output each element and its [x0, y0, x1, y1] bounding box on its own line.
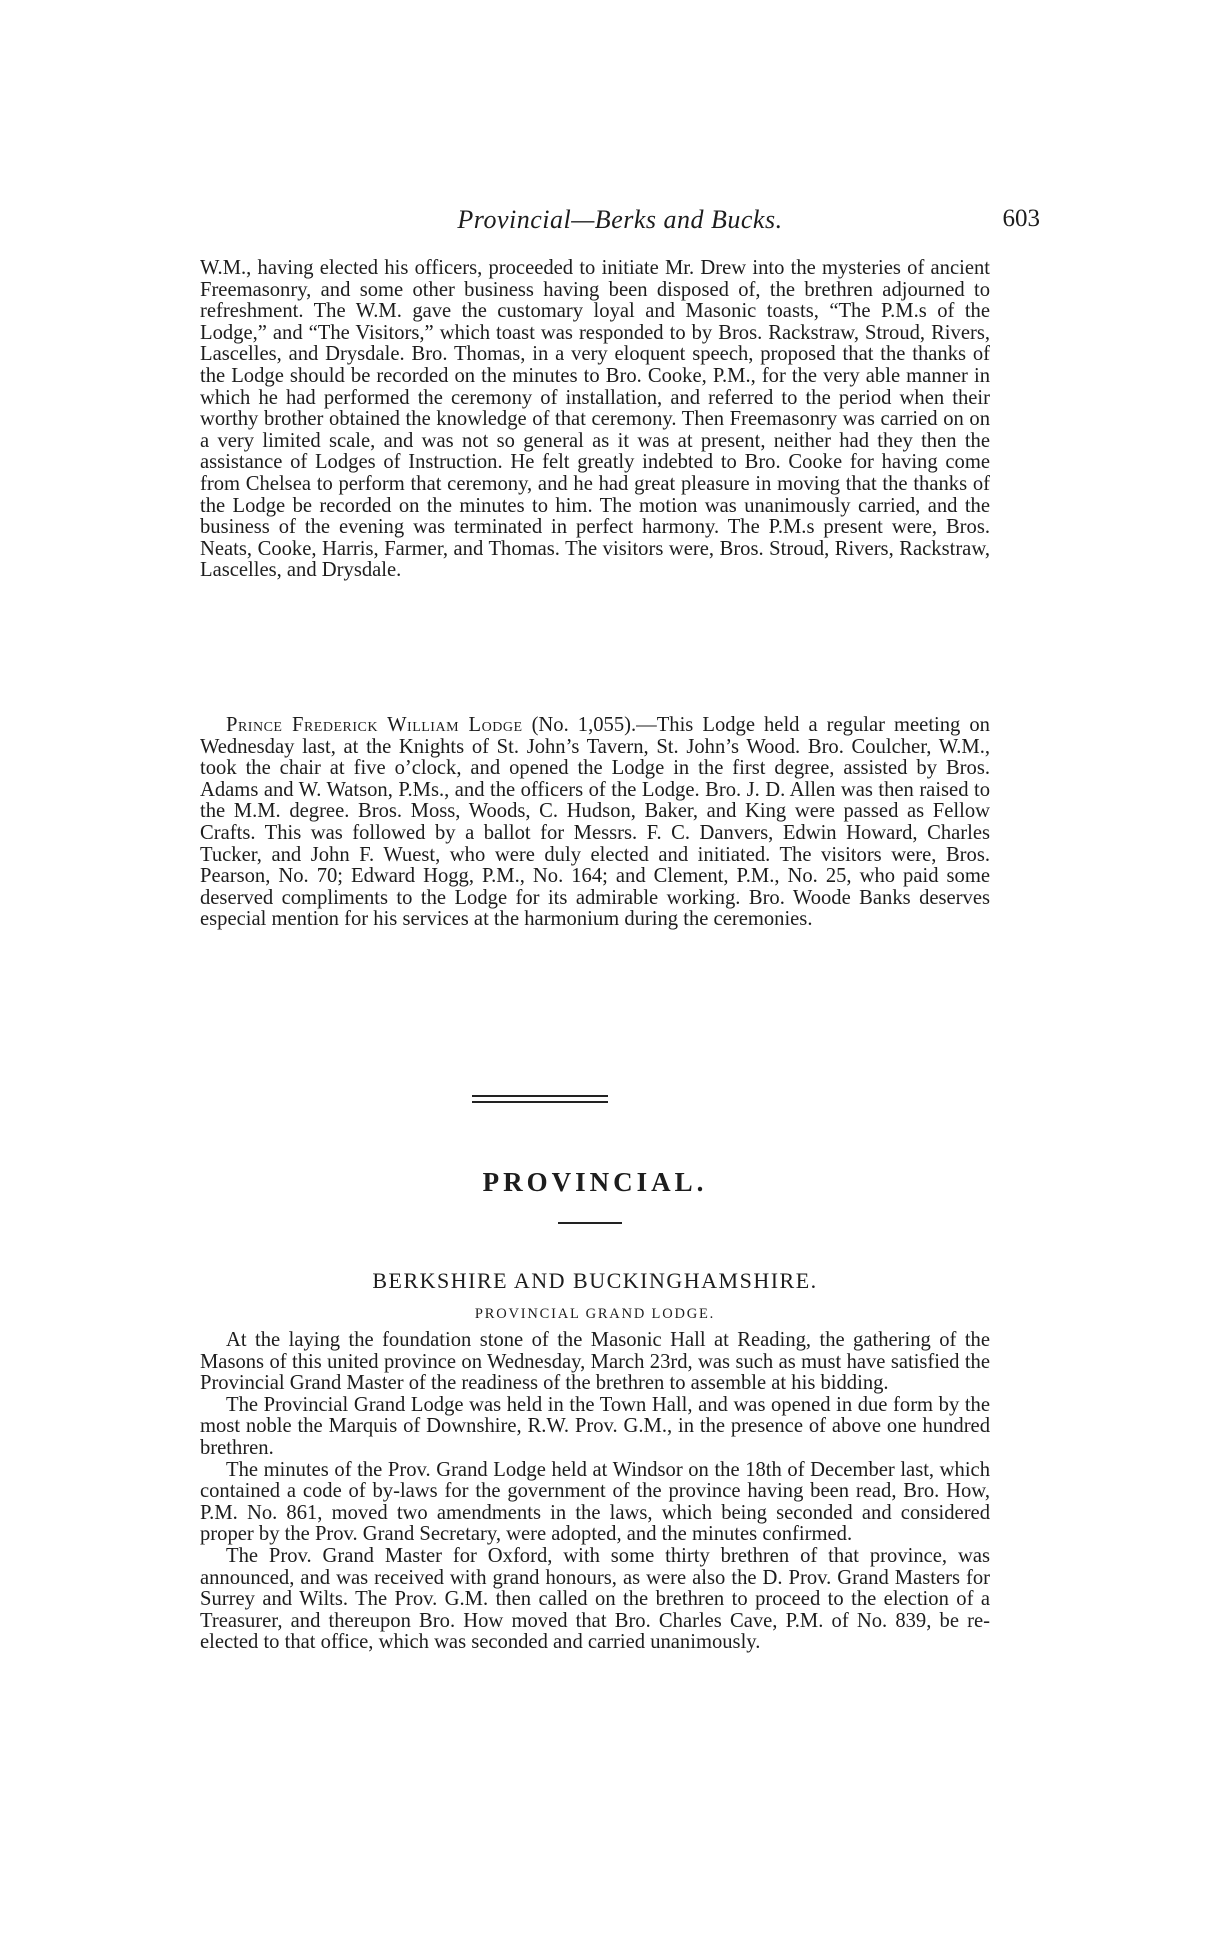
- section-heading: PROVINCIAL.: [482, 1167, 708, 1197]
- lodge-report-paragraph-2: [200, 715, 990, 931]
- lodge-name: Prince Frederick William Lodge: [226, 714, 523, 736]
- provincial-paragraph-3: The minutes of the Prov. Grand Lodge held at Windsor on the 18th of December last, which contained a code of by-laws for the government of the province having been read, Bro. How, P.M. No. 861, moved two amendments in the laws, which being seconded and considered proper by the Prov. Grand Secretary, were adopted, and the minutes confirmed.: [200, 1458, 990, 1546]
- provincial-paragraph-4: The Prov. Grand Master for Oxford, with some thirty brethren of that province, was announced, and was received with grand honours, as were also the D. Prov. Grand Masters for Surrey and Wilts. The Prov. G.M. then called on the brethren to proceed to the election of a Treasurer, and thereupon Bro. How moved that Bro. Charles Cave, P.M. of No. 839, be re-elected to that office, which was seconded and carried unanimously.: [200, 1544, 990, 1654]
- section-divider: [472, 1095, 608, 1103]
- provincial-paragraph-1: At the laying the foundation stone of the Masonic Hall at Reading, the gathering of the Masons of this united province on Wednesday, March 23rd, was such as must have satisfied the Provincial Grand Master of the readiness of the brethren to assemble at his bidding.: [200, 1329, 990, 1395]
- paragraph-text: (No. 1,055).—This Lodge held a regular meeting on Wednesday last, at the Knights of St. John’s Tavern, St. John’s Wood. Bro. Coulcher, W.M., took the chair at five o’clock, and opened the Lodge in the first degree, assisted by Bros. Adams and W. Watson, P.Ms., and the officers of the Lodge. Bro. J. D. Allen was then raised to the M.M. degree. Bros. Moss, Woods, C. Hudson, Baker, and King were passed as Fellow Crafts. This was followed by a ballot for Messrs. F. C. Danvers, Edwin Howard, Charles Tucker, and John F. Wuest, who were duly elected and initiated. The visitors were, Bros. Pearson, No. 70; Edward Hogg, P.M., No. 164; and Clement, P.M., No. 25, who paid some deserved compliments to the Lodge for its admirable working. Bro. Woode Banks deserves especial mention for his services at the harmonium during the ceremonies.: [200, 714, 990, 931]
- provincial-body: [200, 1330, 990, 1654]
- running-head: [200, 205, 1040, 239]
- region-heading: BERKSHIRE AND BUCKINGHAMSHIRE.: [372, 1268, 818, 1293]
- lodge-report-paragraph-1: [200, 258, 990, 582]
- sub-heading: PROVINCIAL GRAND LODGE.: [474, 1306, 716, 1322]
- provincial-paragraph-2: The Provincial Grand Lodge was held in the Town Hall, and was opened in due form by the most noble the Marquis of Downshire, R.W. Prov. G.M., in the presence of above one hundred brethren.: [200, 1393, 990, 1459]
- paragraph-text: W.M., having elected his officers, proceeded to initiate Mr. Drew into the mysteries of ancient Freemasonry, and some other business having been disposed of, the brethren adjourned to refreshment. The W.M. gave the customary loyal and Masonic toasts, “The P.M.s of the Lodge,” and “The Visitors,” which toast was responded to by Bros. Rackstraw, Stroud, Rivers, Lascelles, and Drysdale. Bro. Thomas, in a very eloquent speech, proposed that the thanks of the Lodge should be recorded on the minutes to Bro. Cooke, P.M., for the very able manner in which he had performed the ceremony of installation, and referred to the period when their worthy brother obtained the knowledge of that ceremony. Then Freemasonry was carried on on a very limited scale, and was not so general as it was at present, neither had they then the assistance of Lodges of Instruction. He felt greatly indebted to Bro. Cooke for having come from Chelsea to perform that ceremony, and he had great pleasure in moving that the thanks of the Lodge be recorded on the minutes to him. The motion was unanimously carried, and the business of the evening was terminated in perfect harmony. The P.M.s present were, Bros. Neats, Cooke, Harris, Farmer, and Thomas. The visitors were, Bros. Stroud, Rivers, Rackstraw, Lascelles, and Drysdale.: [200, 257, 990, 582]
- heading-rule: [558, 1222, 622, 1224]
- page-number: 603: [1002, 205, 1040, 232]
- running-title: Provincial—Berks and Bucks.: [457, 205, 783, 234]
